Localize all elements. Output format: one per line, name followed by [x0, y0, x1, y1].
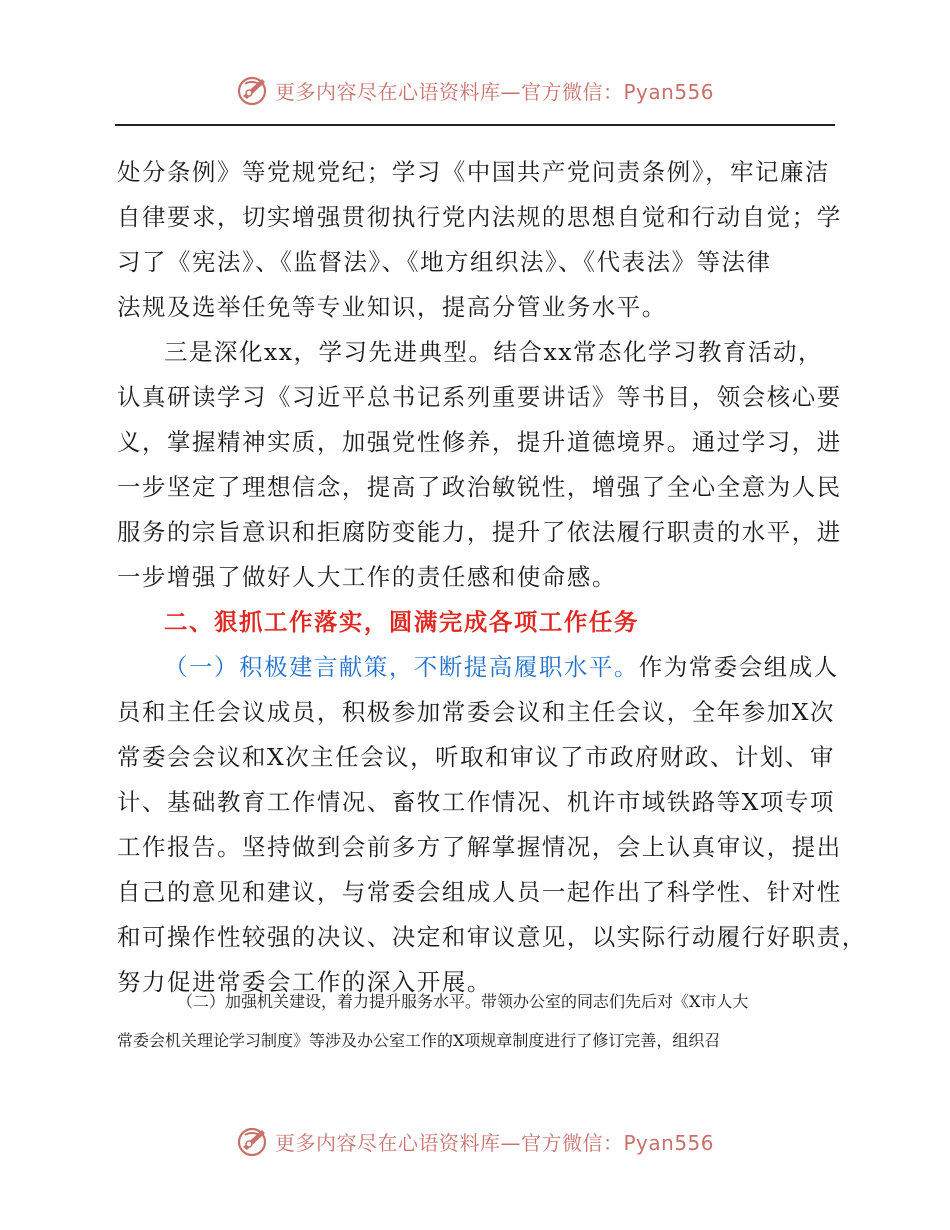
paragraph-line: 处分条例》等党规党纪；学习《中国共产党问责条例》，牢记廉洁 — [117, 158, 831, 186]
paragraph-line: 三是深化xx，学习先进典型。结合xx常态化学习教育活动， — [164, 338, 823, 366]
paragraph-line: 工作报告。坚持做到会前多方了解掌握情况，会上认真审议，提出 — [117, 833, 842, 861]
paragraph-line: 常委会会议和X次主任会议，听取和审议了市政府财政、计划、审 — [117, 743, 835, 771]
watermark-text: 更多内容尽在心语资料库—官方微信：Pyan556 — [275, 1130, 715, 1155]
small-paragraph-line: （二）加强机关建设，着力提升服务水平。带领办公室的同志们先后对《X市人大 — [177, 992, 749, 1011]
paragraph-line: 法规及选举任免等专业知识，提高分管业务水平。 — [117, 293, 667, 321]
subsection-heading: （一）积极建言献策，不断提高履职水平。 — [164, 653, 639, 681]
header-divider — [115, 124, 835, 126]
footer-watermark — [0, 1121, 950, 1161]
paragraph-line: 义，掌握精神实质，加强党性修养，提升道德境界。通过学习，进 — [117, 428, 842, 456]
document-body — [117, 150, 867, 1005]
paragraph-line: 计、基础教育工作情况、畜牧工作情况、机许市域铁路等X项专项 — [117, 788, 835, 816]
paragraph-line: 认真研读学习《习近平总书记系列重要讲话》等书目，领会核心要 — [117, 383, 842, 411]
paragraph-line: 服务的宗旨意识和拒腐防变能力，提升了依法履行职责的水平，进 — [117, 518, 842, 546]
paragraph-line: 员和主任会议成员，积极参加常委会议和主任会议，全年参加X次 — [117, 698, 835, 726]
logo-icon — [235, 1123, 271, 1159]
section-heading: 二、狠抓工作落实，圆满完成各项工作任务 — [164, 608, 639, 636]
paragraph-line: 一步增强了做好人大工作的责任感和使命感。 — [117, 563, 617, 591]
paragraph-line: 一步坚定了理想信念，提高了政治敏锐性，增强了全心全意为人民 — [117, 473, 842, 501]
logo-icon — [235, 72, 271, 108]
paragraph-line: 努力促进常委会工作的深入开展。 — [117, 968, 492, 996]
watermark-text: 更多内容尽在心语资料库—官方微信：Pyan556 — [275, 79, 715, 104]
paragraph-text: 作为常委会组成人 — [638, 653, 839, 681]
paragraph-line: 自律要求，切实增强贯彻执行党内法规的思想自觉和行动自觉；学 — [117, 203, 842, 231]
paragraph-line: 和可操作性较强的决议、决定和审议意见，以实际行动履行好职责， — [117, 923, 867, 951]
paragraph-line: 习了《宪法》、《监督法》、《地方组织法》、《代表法》等法律 — [117, 248, 772, 276]
subsection-line — [117, 645, 837, 690]
header-watermark — [0, 70, 950, 110]
paragraph-line: 自己的意见和建议，与常委会组成人员一起作出了科学性、针对性 — [117, 878, 842, 906]
small-paragraph-line: 常委会机关理论学习制度》等涉及办公室工作的X项规章制度进行了修订完善，组织召 — [117, 1031, 721, 1050]
